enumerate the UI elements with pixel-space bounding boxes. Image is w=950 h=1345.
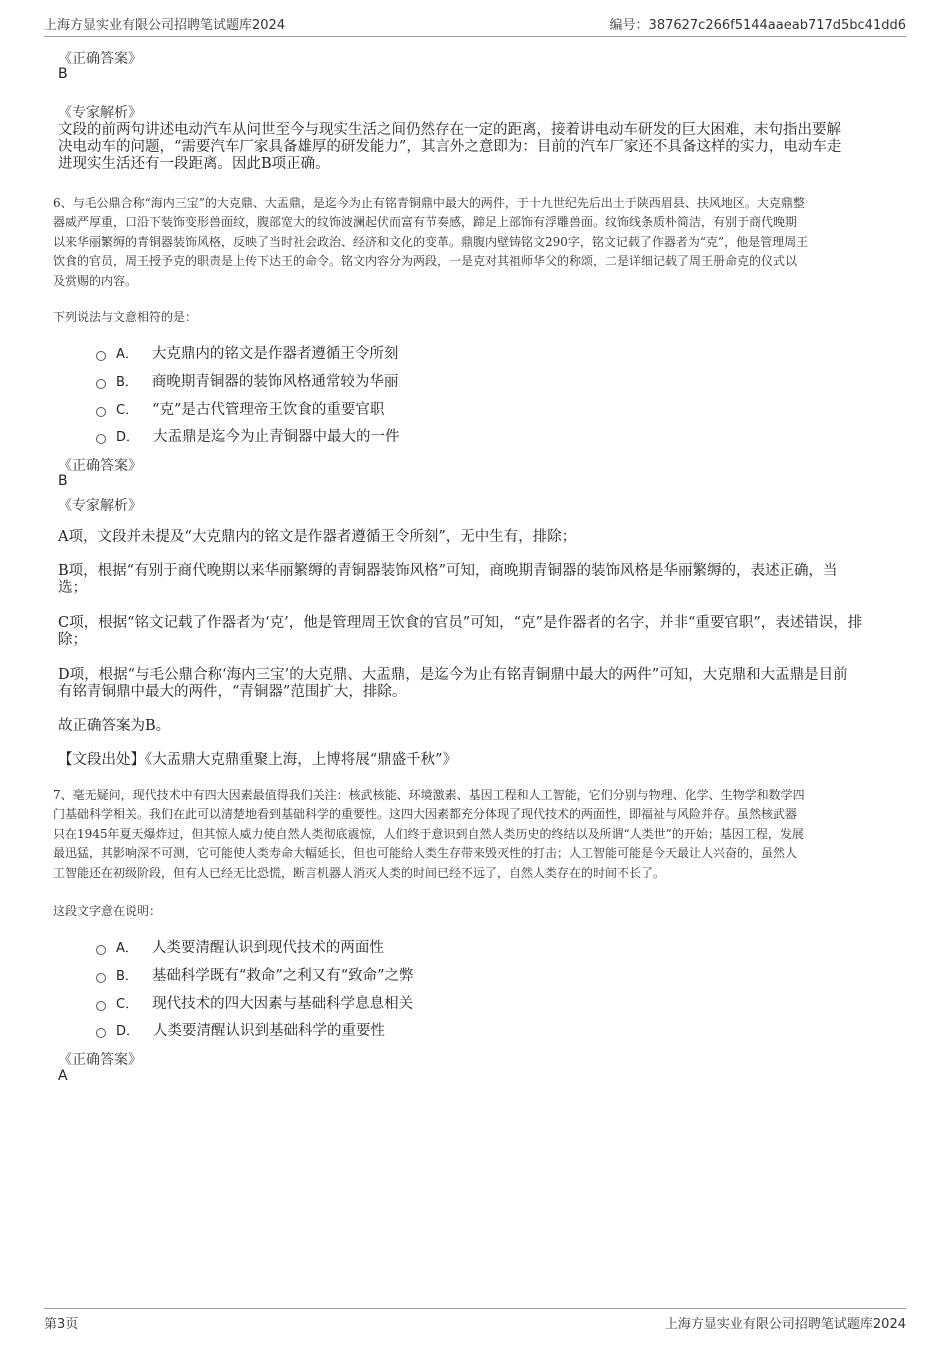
q7-option-b[interactable]: [96, 964, 414, 985]
page-header: [44, 10, 906, 37]
analysis-line: 选；: [58, 580, 87, 596]
q6-option-c[interactable]: [96, 398, 384, 419]
answer-label: 《正确答案》: [58, 458, 142, 474]
analysis-paragraph: [58, 529, 898, 546]
option-text: 大盂鼎是迄今为止青铜器中最大的一件: [153, 429, 400, 445]
analysis-line: D项，根据“与毛公鼎合称‘海内三宝’的大克鼎、大盂鼎，是迄今为止有铭青铜鼎中最大的两件”可知，大克鼎和大盂鼎是目前: [58, 667, 848, 683]
answer-label: 《正确答案》: [58, 1052, 142, 1068]
option-text: 人类要清醒认识到现代技术的两面性: [151, 940, 384, 956]
q7-option-d[interactable]: [96, 1019, 385, 1040]
question-line: 只在1945年夏天爆炸过，但其惊人威力使自然人类彻底震惊，人们终于意识到自然人类历史的终结以及所谓“人类世”的开始；基因工程，发展: [53, 826, 804, 841]
radio-icon[interactable]: [96, 407, 106, 417]
page-number: 第3页: [44, 1316, 79, 1332]
option-letter: C．: [116, 997, 139, 1012]
analysis-line: 除；: [58, 632, 87, 648]
analysis-label: 《专家解析》: [58, 498, 142, 514]
option-text: 现代技术的四大因素与基础科学息息相关: [152, 996, 414, 1012]
q7-option-c[interactable]: [96, 992, 413, 1013]
analysis-line: 故正确答案为B。: [58, 718, 171, 734]
option-letter: B．: [116, 969, 138, 984]
analysis-paragraph: [58, 667, 898, 701]
answer-label: 《正确答案》: [58, 51, 142, 67]
analysis-line: A项，文段并未提及“大克鼎内的铭文是作器者遵循王令所刻”，无中生有，排除；: [58, 529, 577, 545]
q6-option-a[interactable]: [96, 342, 398, 363]
analysis-paragraph: [58, 563, 898, 597]
question-7-text: [53, 786, 903, 883]
option-letter: C．: [116, 403, 139, 418]
question-line: 器威严厚重，口沿下装饰变形兽面纹，腹部宽大的纹饰波澜起伏而富有节奏感，蹄足上部饰有浮雕兽面。纹饰线条质朴简洁，有别于商代晚期: [53, 215, 798, 230]
radio-icon[interactable]: [96, 973, 106, 983]
radio-icon[interactable]: [96, 434, 106, 444]
header-title: 上海方显实业有限公司招聘笔试题库2024: [44, 17, 286, 33]
question-line: 门基础科学相关。我们在此可以清楚地看到基础科学的重要性。这四大因素都充分体现了现代技术的两面性，即福祉与风险并存。虽然核武器: [53, 807, 798, 822]
source-citation: [58, 752, 898, 769]
question-line: 工智能还在初级阶段，但有人已经无比恐慌，断言机器人消灭人类的时间已经不远了，自然人类存在的时间不长了。: [53, 865, 666, 880]
question-line: 最迅猛，其影响深不可测，它可能使人类寿命大幅延长，但也可能给人类生存带来毁灭性的打击；人工智能可能是今天最让人兴奋的，虽然人: [53, 846, 798, 861]
analysis-line: 决电动车的问题，“需要汽车厂家具备雄厚的研发能力”，其言外之意即为：目前的汽车厂家还不具备这样的实力，电动车走: [58, 139, 842, 155]
answer-value: B: [58, 473, 68, 489]
radio-icon[interactable]: [96, 1028, 106, 1038]
q7-option-a[interactable]: [96, 936, 384, 957]
question-line: 饮食的官员，周王授予克的职责是上传下达王的命令。铭文内容分为两段，一是克对其祖师华父的称颂，二是详细记载了周王册命克的仪式以: [53, 254, 798, 269]
question-line: 6、与毛公鼎合称“海内三宝”的大克鼎、大盂鼎，是迄今为止有铭青铜鼎中最大的两件，于十九世纪先后出土于陕西眉县、扶风地区。大克鼎整: [53, 196, 805, 210]
question-line: 7、毫无疑问，现代技术中有四大因素最值得我们关注：核武核能、环境激素、基因工程和人工智能，它们分别与物理、化学、生物学和数学四: [53, 788, 805, 802]
analysis-line: 【文段出处】《大盂鼎大克鼎重聚上海，上博将展“鼎盛千秋”》: [58, 752, 458, 768]
radio-icon[interactable]: [96, 1001, 106, 1011]
footer-title: 上海方显实业有限公司招聘笔试题库2024: [664, 1316, 906, 1332]
radio-icon[interactable]: [96, 945, 106, 955]
analysis-text: [58, 122, 898, 173]
question-6-prompt: 下列说法与文意相符的是：: [53, 310, 198, 324]
option-letter: A．: [116, 941, 138, 956]
analysis-line: 进现实生活还有一段距离。因此B项正确。: [58, 156, 330, 172]
option-text: 大克鼎内的铭文是作器者遵循王令所刻: [151, 346, 399, 362]
option-text: 基础科学既有“救命”之利又有“致命”之弊: [151, 968, 414, 984]
option-letter: D．: [116, 1024, 140, 1039]
option-letter: B．: [116, 375, 138, 390]
answer-value: A: [58, 1068, 68, 1084]
radio-icon[interactable]: [96, 379, 106, 389]
analysis-line: 有铭青铜鼎中最大的两件，“青铜器”范围扩大，排除。: [58, 684, 407, 700]
question-line: 及赏赐的内容。: [53, 273, 138, 288]
q6-option-d[interactable]: [96, 425, 400, 446]
analysis-line: B项，根据“有别于商代晚期以来华丽繁缛的青铜器装饰风格”可知，商晚期青铜器的装饰风格是华丽繁缛的，表述正确，当: [58, 563, 838, 579]
analysis-line: 文段的前两句讲述电动汽车从问世至今与现实生活之间仍然存在一定的距离，接着讲电动车研发的巨大困难，末句指出要解: [58, 122, 841, 138]
analysis-line: C项，根据“铭文记载了作器者为‘克’，他是管理周王饮食的官员”可知，“克”是作器者的名字，并非“重要官职”，表述错误，排: [58, 615, 863, 631]
option-letter: D．: [116, 430, 140, 445]
analysis-conclusion: [58, 718, 898, 735]
option-text: “克”是古代管理帝王饮食的重要官职: [152, 402, 385, 418]
analysis-label: 《专家解析》: [58, 105, 142, 121]
q6-option-b[interactable]: [96, 370, 398, 391]
option-text: 商晚期青铜器的装饰风格通常较为华丽: [151, 374, 399, 390]
answer-value: B: [58, 66, 68, 82]
question-7-prompt: 这段文字意在说明：: [53, 904, 162, 918]
header-serial: 编号：387627c266f5144aaeab717d5bc41dd6: [609, 17, 906, 33]
option-text: 人类要清醒认识到基础科学的重要性: [153, 1023, 386, 1039]
option-letter: A．: [116, 347, 138, 362]
radio-icon[interactable]: [96, 351, 106, 361]
page-footer: [44, 1308, 906, 1335]
analysis-paragraph: [58, 615, 898, 649]
question-line: 以来华丽繁缛的青铜器装饰风格，反映了当时社会政治、经济和文化的变革。鼎腹内壁铸铭文290字，铭文记载了作器者为“克”，他是管理周王: [53, 234, 809, 249]
question-6-text: [53, 194, 903, 291]
